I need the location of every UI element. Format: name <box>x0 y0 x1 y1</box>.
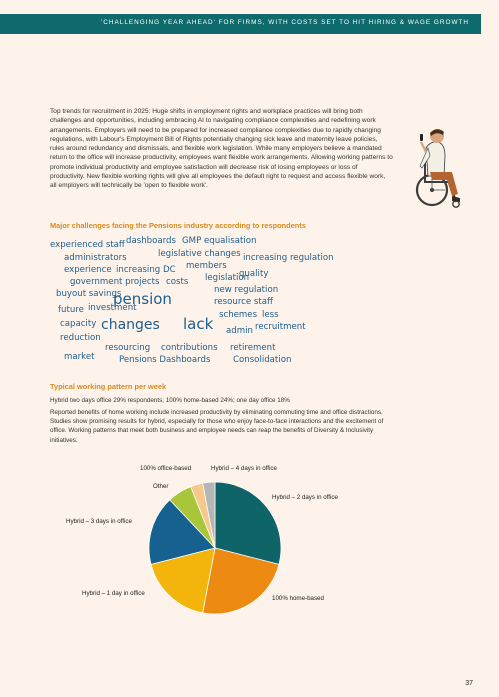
word-cloud-term: Consolidation <box>233 355 292 365</box>
word-cloud-term: retirement <box>230 343 276 353</box>
word-cloud-term: Pensions Dashboards <box>119 355 211 365</box>
word-cloud-term: increasing DC <box>116 265 176 275</box>
word-cloud-term: pension <box>113 290 172 308</box>
working-pattern-heading: Typical working pattern per week <box>50 382 167 391</box>
word-cloud-term: admin <box>226 326 253 336</box>
wheelchair-person-icon <box>412 126 468 210</box>
word-cloud-term: members <box>186 261 227 271</box>
word-cloud-term: lack <box>183 315 214 333</box>
word-cloud-term: legislation <box>205 273 250 283</box>
page-number: 37 <box>465 680 473 687</box>
word-cloud-term: government projects <box>70 277 160 287</box>
word-cloud-term: buyout savings <box>56 289 122 299</box>
pie-slice-label: Hybrid – 1 day in office <box>82 590 145 597</box>
working-pattern-paragraph: Reported benefits of home working include increased productivity by eliminating commuting time and office distractions. Studies show promising results for hybrid, especially for those who enjoy face-to-face interactions and the excitement of office. Working patterns that meet both business and employee needs can reap the benefits of Diversity & Inclusivity initiatives. <box>50 409 384 444</box>
pie-slice-label: 100% office-based <box>140 465 192 472</box>
working-pattern-summary: Hybrid two days office 29% respondents; 100% home-based 24%; one day office 18% <box>50 397 290 404</box>
word-cloud-term: reduction <box>60 333 101 343</box>
word-cloud-term: experienced staff <box>50 240 125 250</box>
challenges-heading: Major challenges facing the Pensions industry according to respondents <box>50 221 306 230</box>
word-cloud-term: experience <box>64 265 112 275</box>
pie-slice-label: 100% home-based <box>272 595 324 602</box>
working-pattern-pie-chart <box>0 456 499 626</box>
word-cloud-term: less <box>262 310 279 320</box>
word-cloud-term: legislative changes <box>158 249 241 259</box>
word-cloud-term: market <box>64 352 95 362</box>
word-cloud-term: costs <box>166 277 189 287</box>
word-cloud-term: schemes <box>219 310 258 320</box>
word-cloud-term: dashboards <box>126 236 176 246</box>
word-cloud-term: resource staff <box>214 297 273 307</box>
word-cloud-term: increasing regulation <box>243 253 334 263</box>
pie-slice-label: Hybrid – 4 days in office <box>211 465 277 472</box>
banner-title: 'CHALLENGING YEAR AHEAD' FOR FIRMS, WITH COSTS SET TO HIT HIRING & WAGE GROWTH <box>101 19 469 26</box>
word-cloud-term: administrators <box>64 253 127 263</box>
word-cloud-term: new regulation <box>214 285 279 295</box>
word-cloud-term: future <box>58 305 84 315</box>
word-cloud-term: recruitment <box>255 322 306 332</box>
header-banner <box>0 14 481 34</box>
word-cloud-term: capacity <box>60 319 97 329</box>
word-cloud-term: changes <box>101 317 160 333</box>
word-cloud-term: investment <box>88 303 137 313</box>
word-cloud-term: GMP equalisation <box>182 236 257 246</box>
word-cloud-term: quality <box>239 269 269 279</box>
pie-slice-label: Other <box>153 483 169 490</box>
intro-paragraph: Top trends for recruitment in 2025: Huge shifts in employment rights and workplace practices will bring both challenges and opportunities, including embracing AI to navigating compliance complexities and redefining work arrangements. Employers will need to be prepared for increased compliance complexities due to rapidly changing regulations, with Labour's Employment Bill of Rights potentially changing sick leave and maternity leave policies, rules around redundancy and dismissals, and flexible work legislation. While many employers believe a mandated return to the office will increase productivity, employees want flexible work arrangements. Allowing working patterns to promote individual productivity and employee satisfaction will decrease risk of losing employees or loss of productivity. New flexible working rights will give all employees the default right to request and access flexible work, all employers will technically be 'open to flexible work'. <box>50 108 393 190</box>
pie-slice-label: Hybrid – 3 days in office <box>66 518 132 525</box>
word-cloud-term: contributions <box>161 343 218 353</box>
pie-slice-label: Hybrid – 2 days in office <box>272 494 338 501</box>
word-cloud-term: resourcing <box>105 343 151 353</box>
pie-chart-svg <box>0 456 499 626</box>
